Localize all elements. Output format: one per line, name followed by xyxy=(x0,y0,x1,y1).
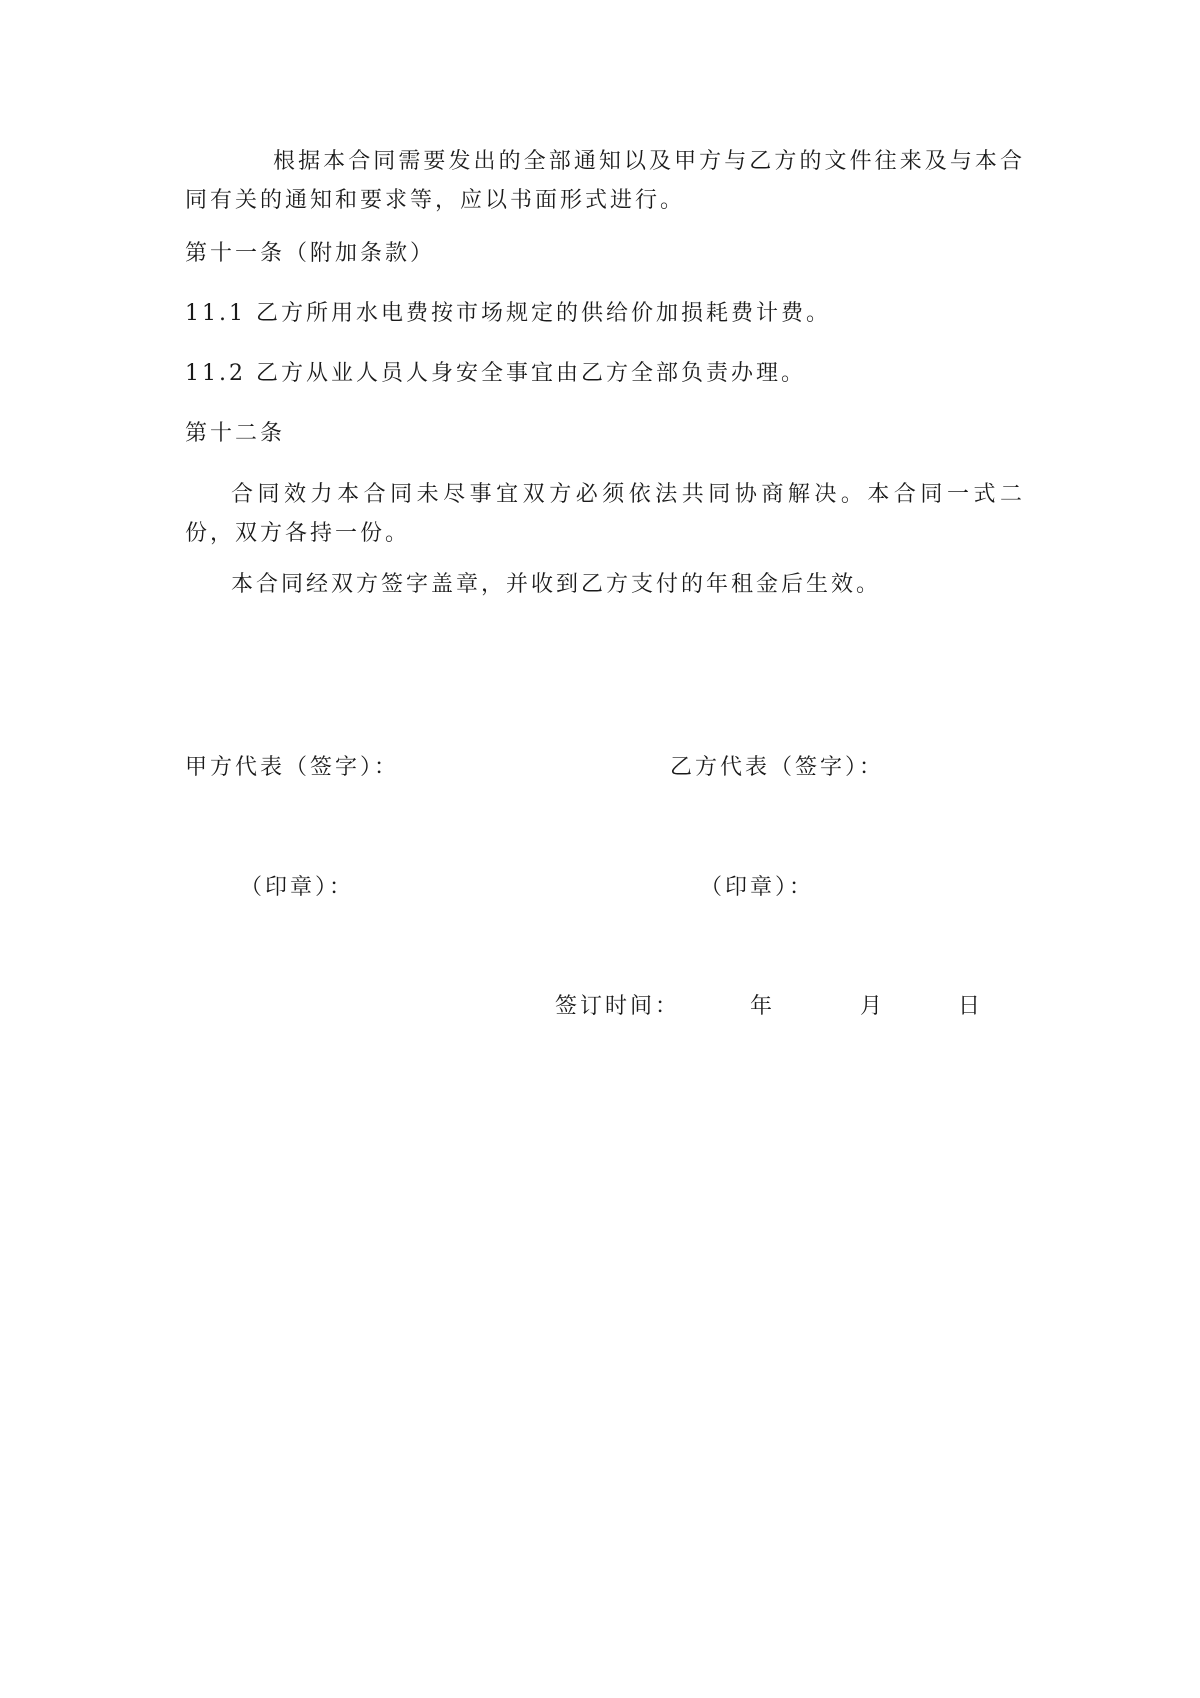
day-label: 日 xyxy=(958,994,984,1019)
validity-paragraph: 合同效力本合同未尽事宜双方必须依法共同协商解决。本合同一式二份，双方各持一份。 xyxy=(185,482,1025,546)
notice-paragraph: 根据本合同需要发出的全部通知以及甲方与乙方的文件往来及与本合同有关的通知和要求等，应以书面形式进行。 xyxy=(185,149,1025,213)
clause-11-2: 11.2 乙方从业人员人身安全事宜由乙方全部负责办理。 xyxy=(185,361,806,386)
party-b-representative-label: 乙方代表（签字）： xyxy=(670,755,885,780)
signing-date-label: 签订时间： xyxy=(555,994,681,1019)
party-a-seal-label: （印章）： xyxy=(240,875,355,900)
party-a-representative-label: 甲方代表（签字）： xyxy=(185,755,400,780)
party-b-seal-label: （印章）： xyxy=(700,875,815,900)
clause-11-1: 11.1 乙方所用水电费按市场规定的供给价加损耗费计费。 xyxy=(185,301,831,326)
month-label: 月 xyxy=(860,994,886,1019)
article-12-heading: 第十二条 xyxy=(185,421,286,446)
effective-paragraph: 本合同经双方签字盖章，并收到乙方支付的年租金后生效。 xyxy=(231,572,882,597)
article-11-heading: 第十一条（附加条款） xyxy=(185,241,436,266)
year-label: 年 xyxy=(750,994,776,1019)
